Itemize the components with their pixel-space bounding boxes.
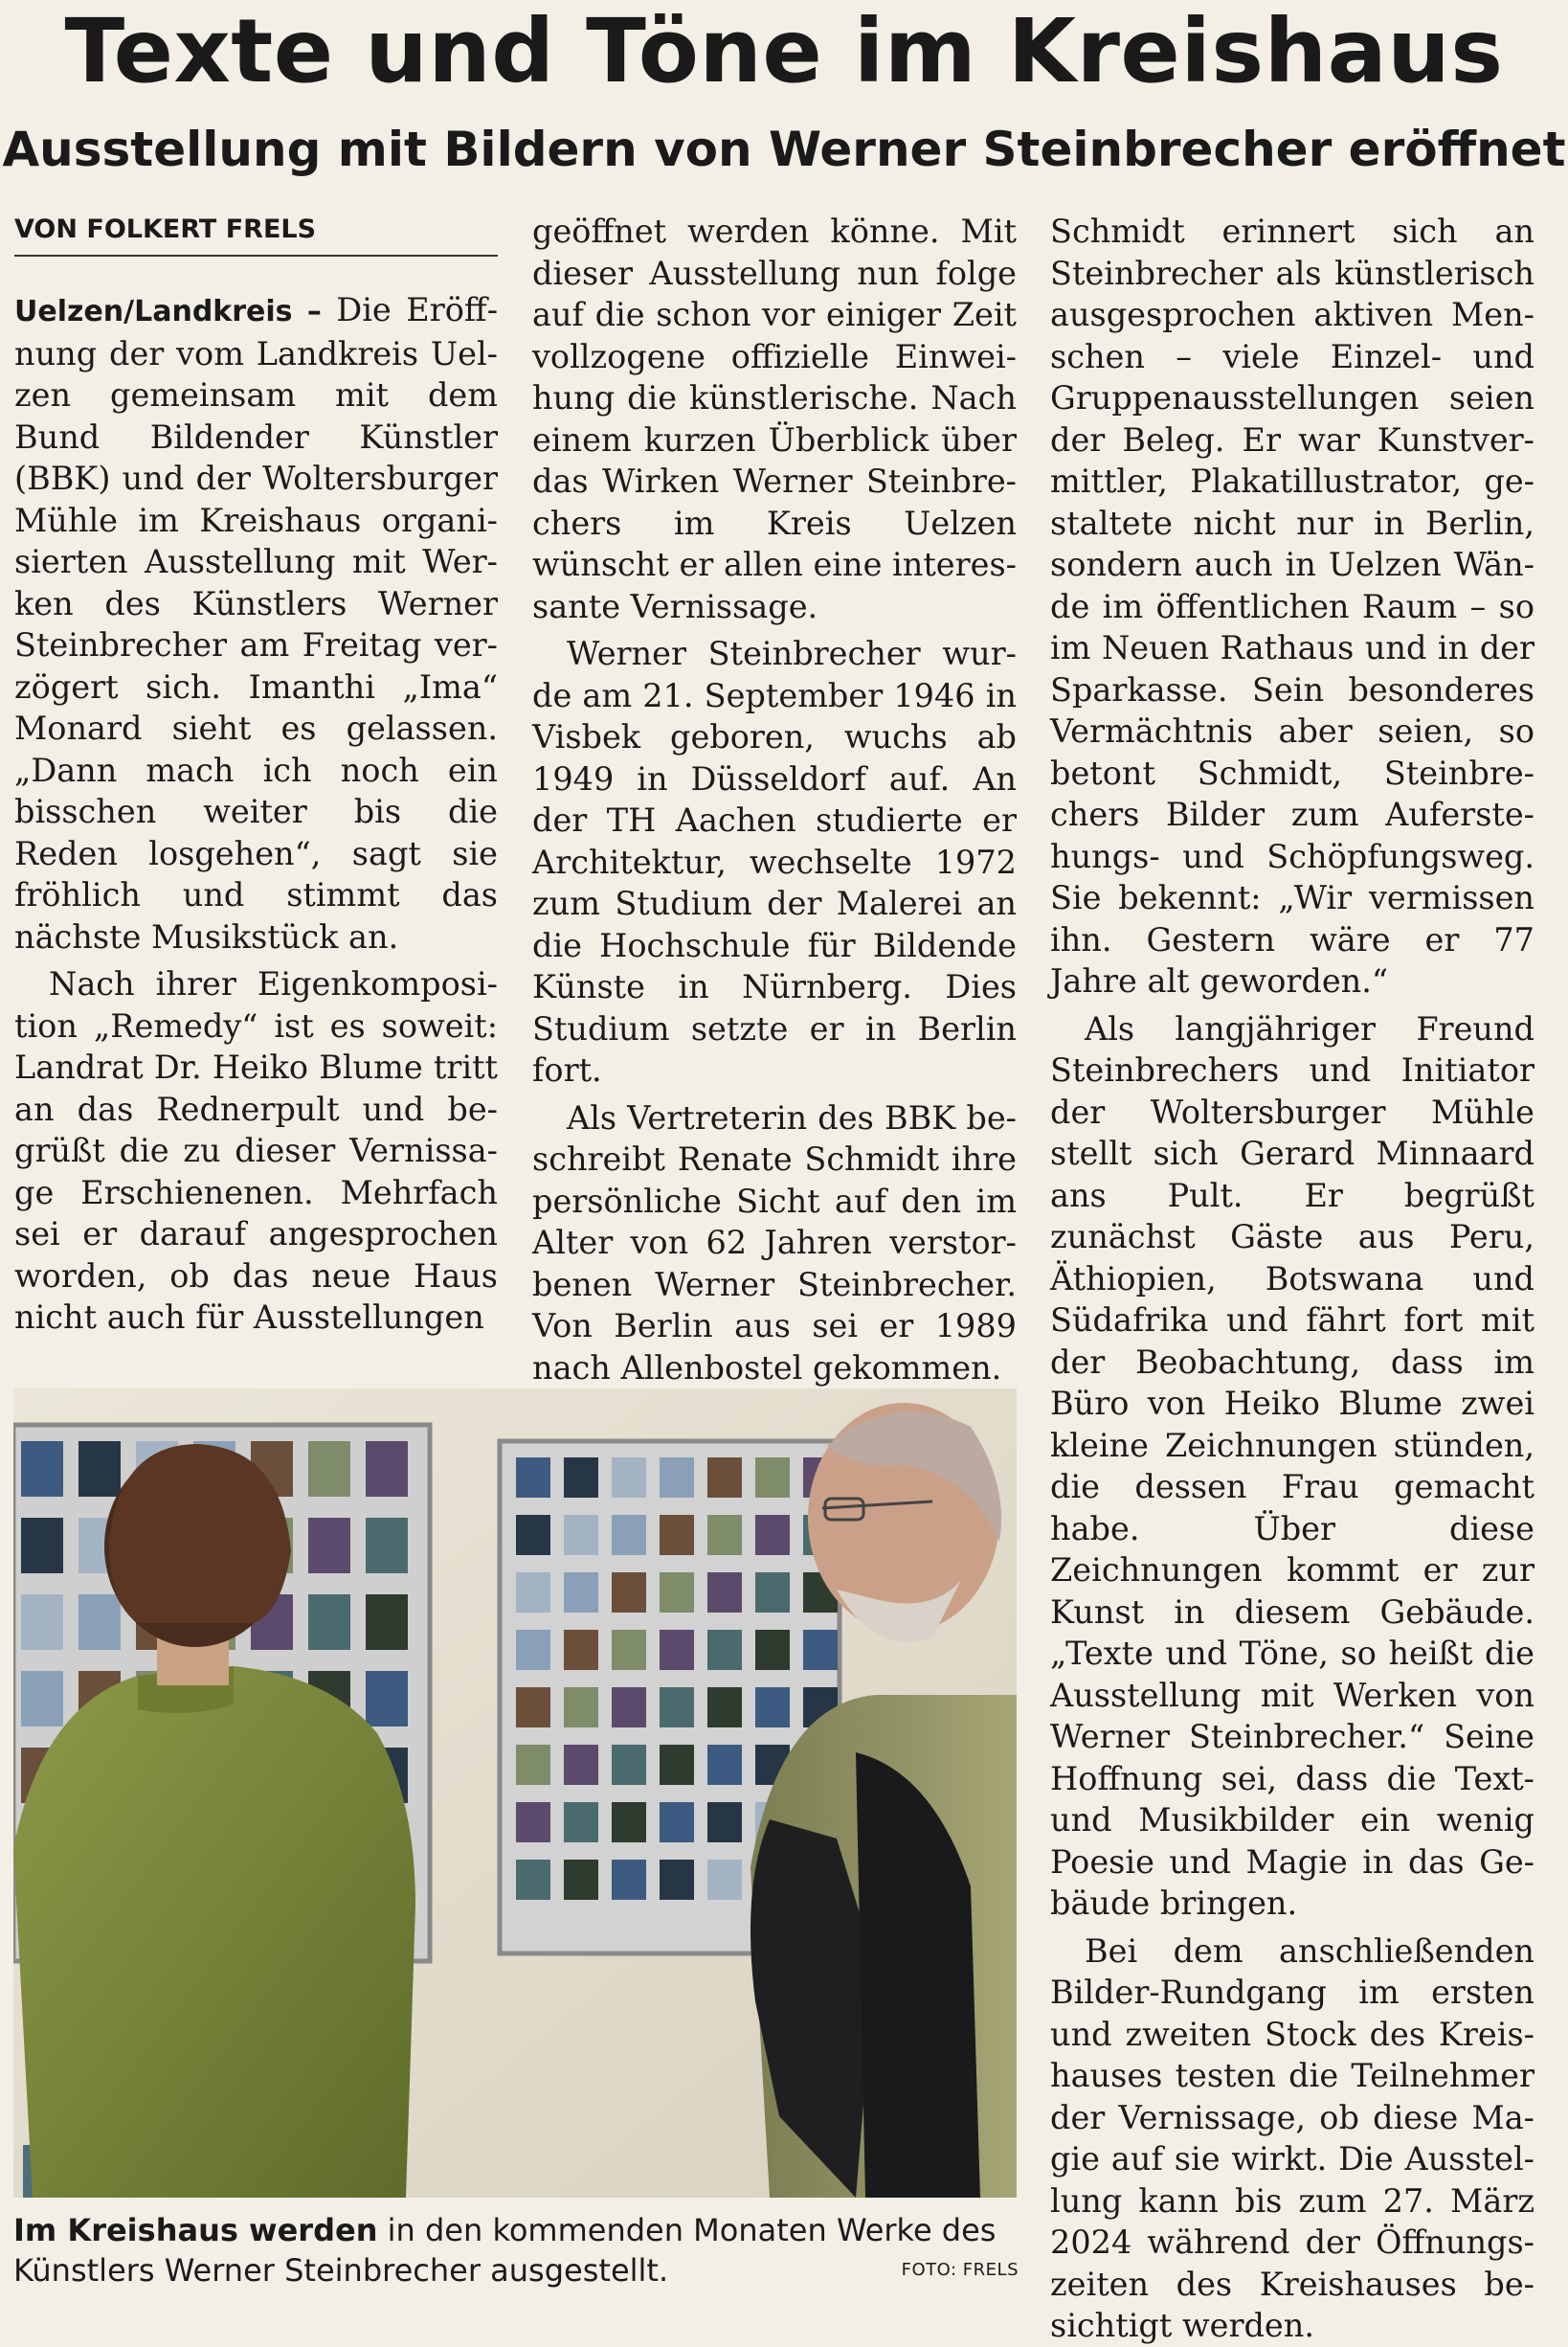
artwork-thumbnail xyxy=(564,1630,598,1670)
caption-text: in den kommenden Monaten Werke des Künstlers Werner Steinbrecher ausgestellt. xyxy=(13,2212,997,2289)
artwork-thumbnail xyxy=(564,1457,598,1498)
paragraph: geöffnet werden könne. Mit dieser Ausstellung nun folge auf die schon vor einiger Zeit vollzogene offizielle Einweihung die künstlerische. Nach einem kurzen Überblick über das Wirken Werner Steinbrechers im Kreis Uelzen wünscht er allen eine interessante Vernissage. xyxy=(532,213,1017,625)
artwork-thumbnail xyxy=(308,1518,350,1573)
artwork-thumbnail xyxy=(660,1860,694,1900)
paragraph: Als langjähriger Freund Steinbrechers und Initiator der Woltersburger Mühle stellt sich Gerard Minnaard ans Pult. Er begrüßt zunächst Gäste aus Peru, Äthiopien, Botswana und Südafrika und fährt fort mit der Beobachtung, dass im Büro von Heiko Blume zwei kleine Zeichnungen stünden, die dessen Frau gemacht habe. Über diese Zeichnungen kommt er zur Kunst in diesem Gebäude. „Texte und Töne, so heißt die Ausstellung mit Werken von Werner Steinbrecher.“ Seine Hoffnung sei, dass die Text- und Musikbilder ein wenig Poesie und Magie in das Gebäude bringen. xyxy=(1050,1009,1534,1922)
artwork-thumbnail xyxy=(755,1572,790,1613)
artwork-thumbnail xyxy=(21,1671,63,1726)
artwork-thumbnail xyxy=(516,1457,550,1498)
artwork-thumbnail xyxy=(366,1594,408,1650)
artwork-thumbnail xyxy=(612,1572,646,1613)
artwork-thumbnail xyxy=(707,1630,742,1670)
paragraph-text: Die Eröffnung der vom Landkreis Uelzen gemeinsam mit dem Bund Bildender Künstler (BBK) und der Woltersburger Mühle im Kreishaus organisierten Ausstellung mit Werken des Künstlers Werner Steinbrecher am Freitag verzögert sich. Imanthi „Ima“ Monard sieht es gelassen. „Dann mach ich noch ein bisschen weiter bis die Reden losgehen“, sagt sie fröhlich und stimmt das nächste Musikstück an. xyxy=(14,291,499,956)
dateline: Uelzen/Landkreis – xyxy=(14,295,322,328)
exhibition-photo xyxy=(13,1388,1017,2198)
artwork-thumbnail xyxy=(366,1518,408,1573)
artwork-thumbnail xyxy=(516,1630,550,1670)
artwork-thumbnail xyxy=(707,1860,742,1900)
paragraph: Nach ihrer Eigenkomposition „Remedy“ ist es soweit: Landrat Dr. Heiko Blume tritt an das Rednerpult und begrüßt die zu dieser Vernissage Erschienenen. Mehrfach sei er darauf angesprochen worden, ob das neue Haus nicht auch für Ausstellungen xyxy=(14,965,498,1336)
artwork-thumbnail xyxy=(564,1745,598,1785)
artwork-thumbnail xyxy=(707,1457,742,1498)
artwork-thumbnail xyxy=(707,1802,742,1842)
artwork-thumbnail xyxy=(612,1515,646,1555)
photo-caption xyxy=(13,2210,1019,2291)
artwork-thumbnail xyxy=(21,1594,63,1650)
artwork-thumbnail xyxy=(755,1687,790,1727)
artwork-thumbnail xyxy=(78,1441,121,1497)
artwork-thumbnail xyxy=(707,1572,742,1613)
artwork-thumbnail xyxy=(564,1515,598,1555)
artwork-thumbnail xyxy=(612,1745,646,1785)
artwork-thumbnail xyxy=(78,1594,121,1650)
paragraph: Werner Steinbrecher wurde am 21. September 1946 in Visbek geboren, wuchs ab 1949 in Düsseldorf auf. An der TH Aachen studierte er Architektur, wechselte 1972 zum Studium der Malerei an die Hochschule für Bildende Künste in Nürnberg. Dies Studium setzte er in Berlin fort. xyxy=(532,635,1017,1089)
artwork-thumbnail xyxy=(660,1572,694,1613)
artwork-thumbnail xyxy=(564,1572,598,1613)
paragraph: Schmidt erinnert sich an Steinbrecher als künstlerisch ausgesprochen aktiven Menschen – viele Einzel- und Gruppenausstellungen seien der Beleg. Er war Kunstvermittler, Plakatillustrator, gestaltete nicht nur in Berlin, sondern auch in Uelzen Wände im öffentlichen Raum – so im Neuen Rathaus und in der Sparkasse. Sein besonderes Vermächtnis aber seien, so betont Schmidt, Steinbrechers Bilder zum Auferstehungs- und Schöpfungsweg. Sie bekennt: „Wir vermissen ihn. Gestern wäre er 77 Jahre alt geworden.“ xyxy=(1050,213,1534,1000)
article-column-3 xyxy=(1050,211,1534,2347)
artwork-thumbnail xyxy=(755,1457,790,1498)
artwork-thumbnail xyxy=(707,1687,742,1727)
article-column-2 xyxy=(532,211,1017,1388)
paragraph: Als Vertreterin des BBK beschreibt Renate Schmidt ihre persönliche Sicht auf den im Alter von 62 Jahren verstorbenen Werner Steinbrecher. Von Berlin aus sei er 1989 nach Allenbostel gekommen. xyxy=(532,1098,1017,1387)
artwork-thumbnail xyxy=(660,1457,694,1498)
caption-body xyxy=(13,2210,1019,2291)
artwork-thumbnail xyxy=(516,1515,550,1555)
byline: VON FOLKERT FRELS xyxy=(14,213,498,257)
artwork-thumbnail xyxy=(516,1860,550,1900)
artwork-thumbnail xyxy=(660,1630,694,1670)
caption-lead: Im Kreishaus werden xyxy=(13,2212,378,2248)
artwork-thumbnail xyxy=(564,1687,598,1727)
artwork-thumbnail xyxy=(707,1515,742,1555)
artwork-thumbnail xyxy=(612,1630,646,1670)
artwork-thumbnail xyxy=(660,1515,694,1555)
article-photo xyxy=(13,1388,1017,2198)
artwork-thumbnail xyxy=(612,1802,646,1842)
artwork-thumbnail xyxy=(803,1630,838,1670)
artwork-thumbnail xyxy=(564,1802,598,1842)
artwork-thumbnail xyxy=(707,1745,742,1785)
artwork-thumbnail xyxy=(366,1441,408,1497)
artwork-thumbnail xyxy=(516,1802,550,1842)
article-column-1 xyxy=(14,289,498,1339)
artwork-thumbnail xyxy=(755,1515,790,1555)
subheadline: Ausstellung mit Bildern von Werner Steinbrecher eröffnet xyxy=(2,122,1566,177)
artwork-thumbnail xyxy=(516,1745,550,1785)
artwork-thumbnail xyxy=(308,1441,350,1497)
artwork-thumbnail xyxy=(366,1671,408,1726)
artwork-thumbnail xyxy=(660,1802,694,1842)
paragraph: Bei dem anschließenden Bilder-Rundgang im ersten und zweiten Stock des Kreishauses testen die Teilnehmer der Vernissage, ob diese Magie auf sie wirkt. Die Ausstellung kann bis zum 27. März 2024 während der Öffnungszeiten des Kreishauses besichtigt werden. xyxy=(1050,1931,1534,2344)
artwork-thumbnail xyxy=(612,1457,646,1498)
artwork-thumbnail xyxy=(755,1630,790,1670)
photo-credit: FOTO: FRELS xyxy=(901,2260,1019,2280)
artwork-thumbnail xyxy=(564,1860,598,1900)
artwork-thumbnail xyxy=(660,1687,694,1727)
artwork-thumbnail xyxy=(516,1687,550,1727)
headline: Texte und Töne im Kreishaus xyxy=(64,0,1504,102)
artwork-thumbnail xyxy=(308,1594,350,1650)
artwork-thumbnail xyxy=(516,1572,550,1613)
artwork-thumbnail xyxy=(612,1860,646,1900)
paragraph xyxy=(14,289,498,958)
artwork-thumbnail xyxy=(660,1745,694,1785)
artwork-thumbnail xyxy=(612,1687,646,1727)
artwork-thumbnail xyxy=(21,1441,63,1497)
artwork-thumbnail xyxy=(21,1518,63,1573)
